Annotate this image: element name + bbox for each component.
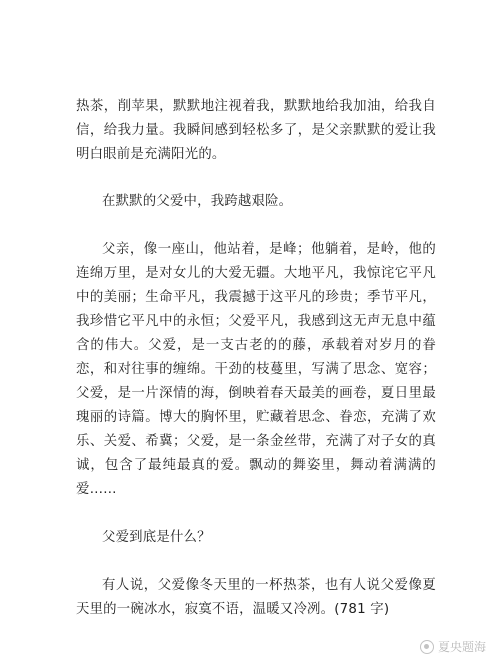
paragraph-4: 父爱到底是什么？ <box>102 530 211 545</box>
paragraph-3: 父亲，像一座山，他站着，是峰；他躺着，是岭，他的连绵万里，是对女儿的大爱无疆。大地平凡，我惊诧它平凡中的美丽；生命平凡，我震撼于这平凡的珍贵；季节平凡，我珍惜它平凡中的永恒；父爱平凡，我感到这无声无息中蕴含的伟大。父爱，是一支古老的的藤，承载着对岁月的眷恋，和对往事的缠绵。干劲的枝蔓里，写满了思念、宽容；父爱，是一片深情的海，倒映着春天最美的画卷，夏日里最瑰丽的诗篇。博大的胸怀里，贮藏着思念、眷恋，充满了欢乐、关爱、希冀；父爱，是一条金丝带，充满了对子女的真诚，包含了最纯最真的爱。飘动的舞姿里，舞动着满满的爱…… <box>76 242 436 497</box>
watermark <box>420 638 486 655</box>
paragraph-5: 有人说，父爱像冬天里的一杯热茶，也有人说父爱像夏天里的一碗冰水，寂寞不语，温暖又冷冽。(781 字) <box>76 578 436 617</box>
paragraph-1: 热茶，削苹果，默默地注视着我，默默地给我加油，给我自信，给我力量。我瞬间感到轻松多了，是父亲默默的爱让我明白眼前是充满阳光的。 <box>76 99 436 162</box>
watermark-text: 夏央题海 <box>437 640 486 654</box>
camera-logo-icon <box>420 640 434 654</box>
article-body <box>76 95 436 622</box>
paragraph-2: 在默默的父爱中，我跨越艰险。 <box>102 194 293 209</box>
